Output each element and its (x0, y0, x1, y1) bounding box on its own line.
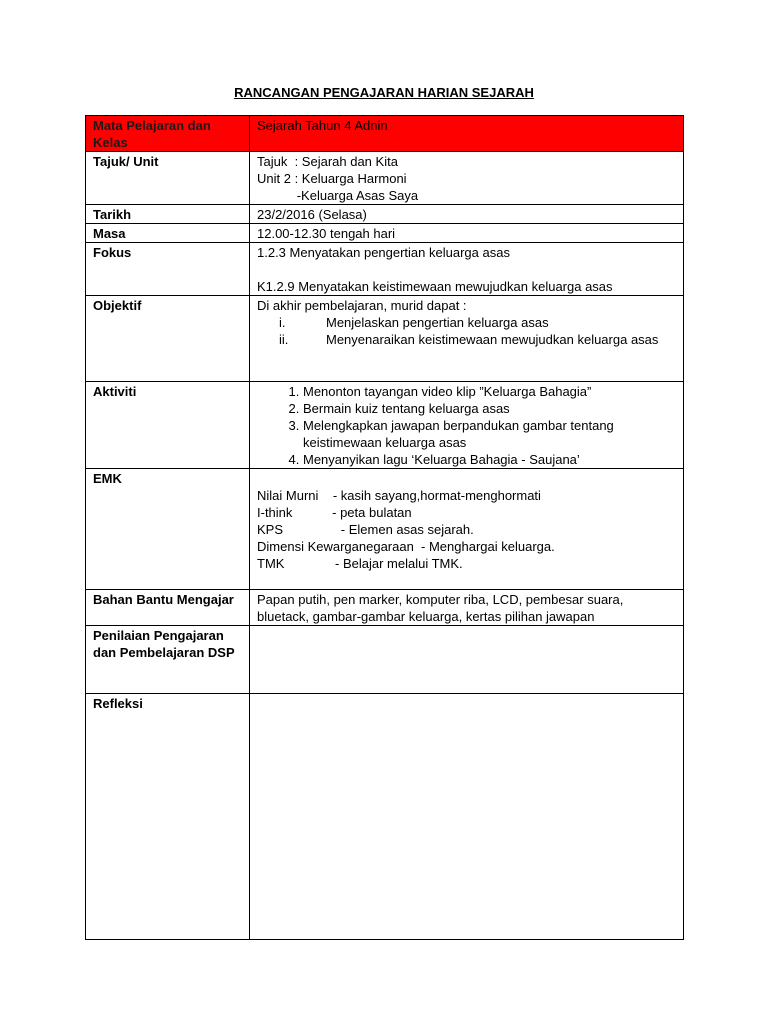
row-fokus (86, 243, 684, 296)
row-masa (86, 224, 684, 243)
row-tajuk (86, 152, 684, 205)
value-aktiviti (250, 382, 684, 469)
tajuk-line: Tajuk : Sejarah dan Kita (257, 154, 398, 169)
value-fokus (250, 243, 684, 296)
objektif-list (257, 314, 676, 348)
value-refleksi (250, 694, 684, 940)
aktiviti-list (257, 383, 676, 468)
objektif-intro: Di akhir pembelajaran, murid dapat : (257, 298, 467, 313)
document-title-text: RANCANGAN PENGAJARAN HARIAN SEJARAH (234, 85, 534, 100)
value-masa: 12.00-12.30 tengah hari (250, 224, 684, 243)
fokus-line-2: K1.2.9 Menyatakan keistimewaan mewujudkan keluarga asas (257, 279, 613, 294)
objektif-item (257, 314, 676, 331)
value-subject: Sejarah Tahun 4 Adnin (250, 116, 684, 152)
fokus-line-1: 1.2.3 Menyatakan pengertian keluarga asas (257, 245, 510, 260)
aktiviti-item: 2. Bermain kuiz tentang keluarga asas (303, 400, 676, 417)
objektif-item-number: ii. (279, 332, 289, 347)
row-emk (86, 469, 684, 590)
emk-line: Nilai Murni - kasih sayang,hormat-menghormati (257, 488, 541, 503)
label-refleksi: Refleksi (86, 694, 250, 940)
emk-line: Dimensi Kewarganegaraan - Menghargai keluarga. (257, 539, 555, 554)
row-tarikh (86, 205, 684, 224)
label-emk: EMK (86, 469, 250, 590)
aktiviti-item: 3. Melengkapkan jawapan berpandukan gambar tentang keistimewaan keluarga asas (303, 417, 676, 451)
label-subject: Mata Pelajaran dan Kelas (86, 116, 250, 152)
value-emk (250, 469, 684, 590)
value-objektif (250, 296, 684, 382)
aktiviti-item: 4. Menyanyikan lagu ‘Keluarga Bahagia - Saujana’ (303, 451, 676, 468)
row-penilaian (86, 626, 684, 694)
value-tajuk (250, 152, 684, 205)
objektif-item-text: Menjelaskan pengertian keluarga asas (326, 315, 549, 330)
label-fokus: Fokus (86, 243, 250, 296)
objektif-item-text: Menyenaraikan keistimewaan mewujudkan keluarga asas (326, 332, 659, 347)
fokus-spacer (257, 261, 676, 278)
value-bahan: Papan putih, pen marker, komputer riba, LCD, pembesar suara, bluetack, gambar-gambar keluarga, kertas pilihan jawapan (250, 590, 684, 626)
value-penilaian (250, 626, 684, 694)
row-aktiviti (86, 382, 684, 469)
value-tarikh: 23/2/2016 (Selasa) (250, 205, 684, 224)
emk-line: I-think - peta bulatan (257, 505, 412, 520)
row-subject (86, 116, 684, 152)
emk-line: TMK - Belajar melalui TMK. (257, 556, 463, 571)
aktiviti-item: 1. Menonton tayangan video klip ”Keluarga Bahagia” (303, 383, 676, 400)
label-bahan: Bahan Bantu Mengajar (86, 590, 250, 626)
document-title (0, 85, 768, 100)
tajuk-line: Unit 2 : Keluarga Harmoni (257, 171, 407, 186)
row-refleksi (86, 694, 684, 940)
emk-line: KPS - Elemen asas sejarah. (257, 522, 474, 537)
row-bahan (86, 590, 684, 626)
label-tarikh: Tarikh (86, 205, 250, 224)
label-aktiviti: Aktiviti (86, 382, 250, 469)
label-tajuk: Tajuk/ Unit (86, 152, 250, 205)
label-masa: Masa (86, 224, 250, 243)
row-objektif (86, 296, 684, 382)
label-objektif: Objektif (86, 296, 250, 382)
objektif-item (257, 331, 676, 348)
label-penilaian: Penilaian Pengajaran dan Pembelajaran DSP (86, 626, 250, 694)
tajuk-line: -Keluarga Asas Saya (257, 188, 419, 203)
objektif-item-number: i. (279, 315, 286, 330)
lesson-plan-table (85, 115, 684, 940)
